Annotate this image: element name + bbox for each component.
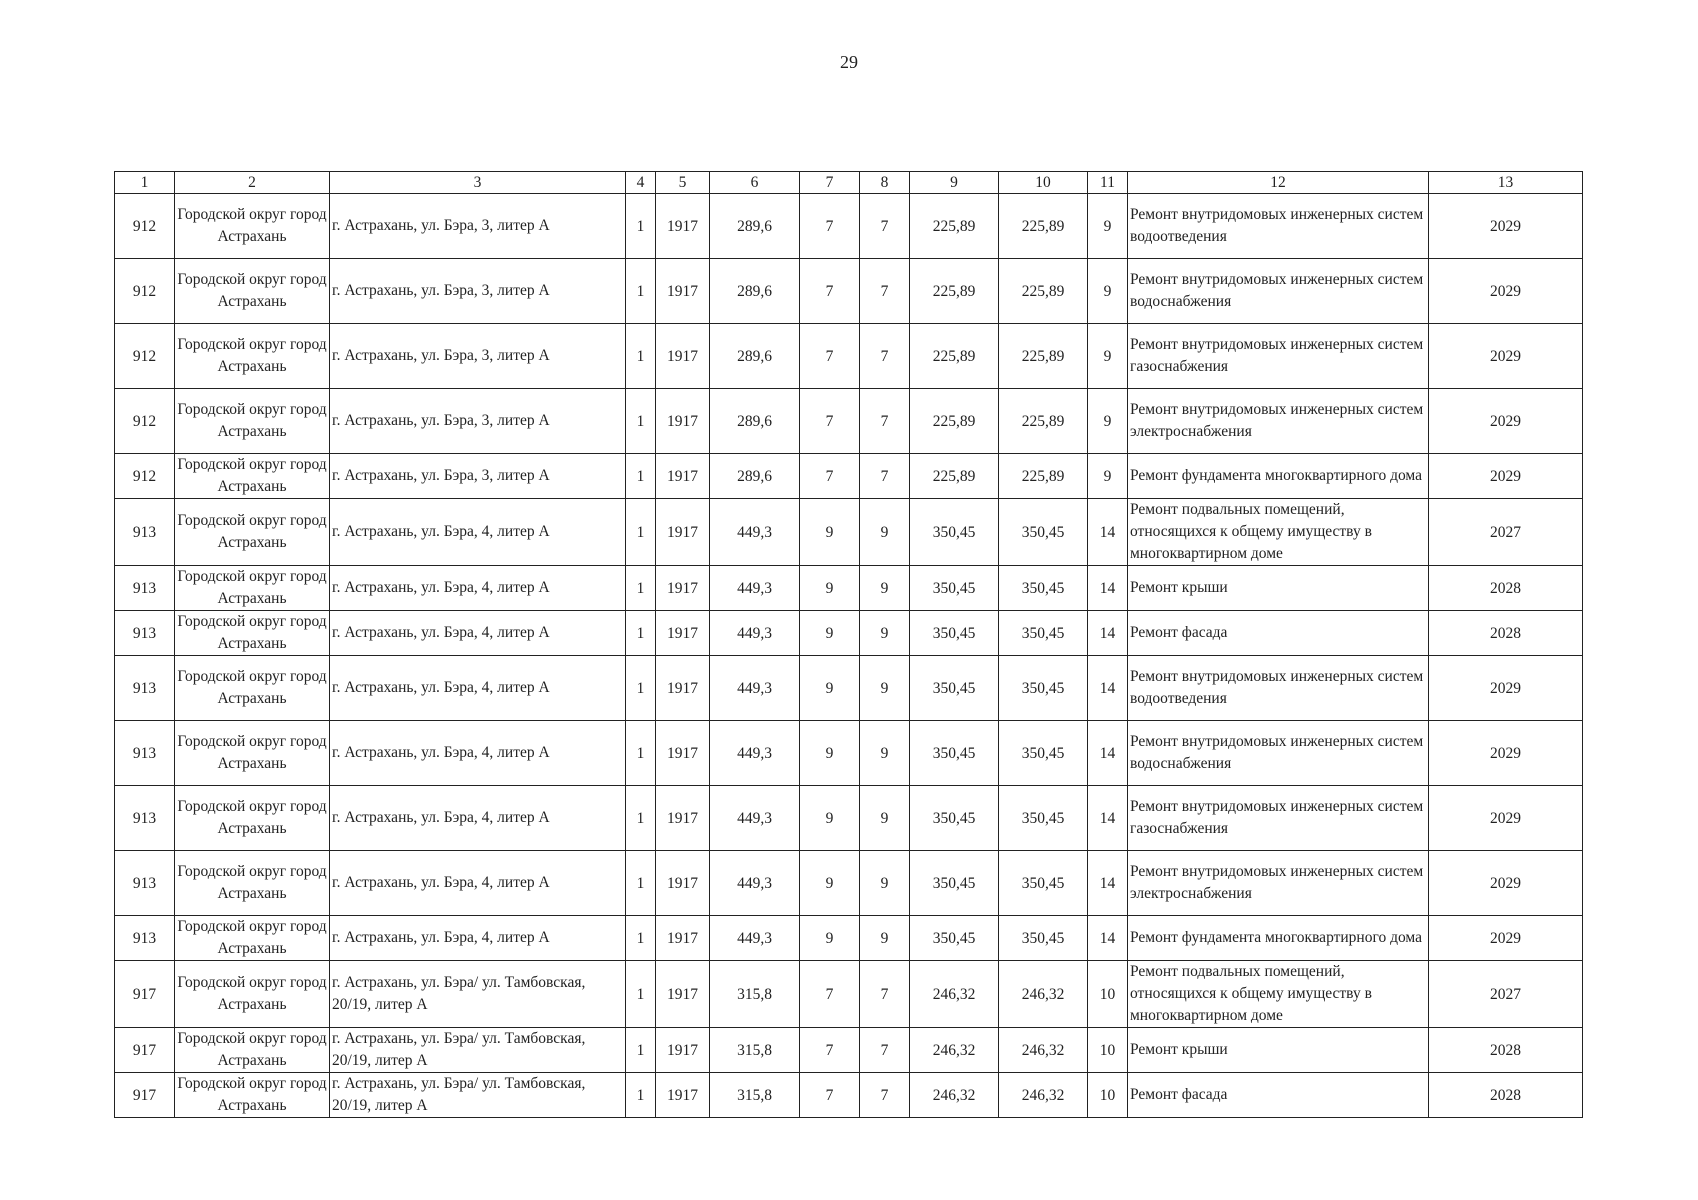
column-header-1: 1 <box>115 172 175 194</box>
cell-buildings: 1 <box>626 786 656 851</box>
column-header-5: 5 <box>656 172 710 194</box>
page-number: 29 <box>840 52 858 72</box>
cell-address: г. Астрахань, ул. Бэра/ ул. Тамбовская, 20/19, литер А <box>330 961 626 1028</box>
cell-area-a: 350,45 <box>910 721 999 786</box>
cell-year: 1917 <box>656 499 710 566</box>
cell-year-planned: 2028 <box>1429 1073 1583 1118</box>
cell-year-planned: 2028 <box>1429 611 1583 656</box>
cell-year-planned: 2029 <box>1429 194 1583 259</box>
cell-residents: 14 <box>1088 916 1128 961</box>
cell-municipality: Городской округ город Астрахань <box>175 1028 330 1073</box>
registry-table <box>114 171 1583 1118</box>
cell-year-planned: 2029 <box>1429 721 1583 786</box>
cell-work-type: Ремонт внутридомовых инженерных систем водоотведения <box>1128 194 1429 259</box>
cell-floors-total: 9 <box>800 786 860 851</box>
table-row <box>115 1073 1583 1118</box>
cell-municipality: Городской округ город Астрахань <box>175 721 330 786</box>
column-header-9: 9 <box>910 172 999 194</box>
cell-municipality: Городской округ город Астрахань <box>175 851 330 916</box>
cell-address: г. Астрахань, ул. Бэра, 3, литер А <box>330 389 626 454</box>
cell-floors-total: 7 <box>800 324 860 389</box>
cell-area-a: 350,45 <box>910 656 999 721</box>
cell-year: 1917 <box>656 611 710 656</box>
cell-address: г. Астрахань, ул. Бэра, 4, литер А <box>330 721 626 786</box>
cell-year-planned: 2027 <box>1429 961 1583 1028</box>
cell-area: 449,3 <box>710 656 800 721</box>
cell-residents: 10 <box>1088 961 1128 1028</box>
cell-municipality: Городской округ город Астрахань <box>175 786 330 851</box>
cell-buildings: 1 <box>626 259 656 324</box>
cell-year: 1917 <box>656 259 710 324</box>
table-row <box>115 259 1583 324</box>
cell-floors: 7 <box>860 194 910 259</box>
cell-municipality: Городской округ город Астрахань <box>175 566 330 611</box>
cell-year-planned: 2029 <box>1429 324 1583 389</box>
cell-area-b: 246,32 <box>999 961 1088 1028</box>
cell-year-planned: 2029 <box>1429 786 1583 851</box>
cell-municipality: Городской округ город Астрахань <box>175 454 330 499</box>
cell-year-planned: 2028 <box>1429 566 1583 611</box>
cell-area-b: 246,32 <box>999 1073 1088 1118</box>
cell-area-a: 350,45 <box>910 851 999 916</box>
cell-floors: 9 <box>860 786 910 851</box>
cell-floors: 7 <box>860 454 910 499</box>
cell-floors: 9 <box>860 566 910 611</box>
cell-year: 1917 <box>656 324 710 389</box>
cell-work-type: Ремонт внутридомовых инженерных систем газоснабжения <box>1128 786 1429 851</box>
cell-year-planned: 2029 <box>1429 259 1583 324</box>
column-header-12: 12 <box>1128 172 1429 194</box>
cell-residents: 14 <box>1088 851 1128 916</box>
cell-floors-total: 7 <box>800 961 860 1028</box>
cell-year: 1917 <box>656 1073 710 1118</box>
cell-number: 913 <box>115 566 175 611</box>
cell-work-type: Ремонт внутридомовых инженерных систем газоснабжения <box>1128 324 1429 389</box>
cell-area-a: 246,32 <box>910 1028 999 1073</box>
cell-area-b: 246,32 <box>999 1028 1088 1073</box>
column-header-2: 2 <box>175 172 330 194</box>
cell-year: 1917 <box>656 786 710 851</box>
cell-residents: 9 <box>1088 324 1128 389</box>
cell-floors: 7 <box>860 1028 910 1073</box>
cell-year-planned: 2029 <box>1429 656 1583 721</box>
cell-area-b: 350,45 <box>999 611 1088 656</box>
cell-area: 449,3 <box>710 721 800 786</box>
cell-area: 449,3 <box>710 499 800 566</box>
cell-number: 912 <box>115 324 175 389</box>
cell-address: г. Астрахань, ул. Бэра, 4, литер А <box>330 566 626 611</box>
cell-number: 917 <box>115 1073 175 1118</box>
column-header-6: 6 <box>710 172 800 194</box>
cell-year: 1917 <box>656 916 710 961</box>
cell-floors-total: 9 <box>800 499 860 566</box>
cell-address: г. Астрахань, ул. Бэра/ ул. Тамбовская, 20/19, литер А <box>330 1073 626 1118</box>
cell-area-a: 225,89 <box>910 259 999 324</box>
column-header-13: 13 <box>1429 172 1583 194</box>
cell-floors: 7 <box>860 324 910 389</box>
cell-address: г. Астрахань, ул. Бэра, 3, литер А <box>330 454 626 499</box>
cell-municipality: Городской округ город Астрахань <box>175 499 330 566</box>
table-body <box>115 194 1583 1118</box>
cell-buildings: 1 <box>626 851 656 916</box>
cell-floors-total: 9 <box>800 916 860 961</box>
cell-municipality: Городской округ город Астрахань <box>175 961 330 1028</box>
cell-buildings: 1 <box>626 611 656 656</box>
cell-number: 913 <box>115 721 175 786</box>
column-header-4: 4 <box>626 172 656 194</box>
cell-work-type: Ремонт подвальных помещений, относящихся к общему имуществу в многоквартирном доме <box>1128 499 1429 566</box>
cell-area: 289,6 <box>710 389 800 454</box>
cell-buildings: 1 <box>626 566 656 611</box>
cell-number: 913 <box>115 611 175 656</box>
cell-municipality: Городской округ город Астрахань <box>175 194 330 259</box>
cell-work-type: Ремонт внутридомовых инженерных систем водоснабжения <box>1128 721 1429 786</box>
cell-area: 449,3 <box>710 611 800 656</box>
table-row <box>115 194 1583 259</box>
cell-buildings: 1 <box>626 499 656 566</box>
cell-year: 1917 <box>656 721 710 786</box>
cell-municipality: Городской округ город Астрахань <box>175 324 330 389</box>
table-row <box>115 611 1583 656</box>
cell-area: 449,3 <box>710 916 800 961</box>
cell-floors-total: 7 <box>800 194 860 259</box>
cell-area-a: 246,32 <box>910 961 999 1028</box>
cell-floors: 9 <box>860 499 910 566</box>
cell-area-b: 225,89 <box>999 194 1088 259</box>
cell-floors: 7 <box>860 259 910 324</box>
cell-residents: 9 <box>1088 454 1128 499</box>
cell-residents: 9 <box>1088 389 1128 454</box>
cell-area: 289,6 <box>710 324 800 389</box>
cell-number: 912 <box>115 194 175 259</box>
cell-residents: 14 <box>1088 656 1128 721</box>
cell-buildings: 1 <box>626 194 656 259</box>
cell-number: 917 <box>115 1028 175 1073</box>
cell-buildings: 1 <box>626 721 656 786</box>
cell-floors-total: 9 <box>800 656 860 721</box>
cell-area-a: 350,45 <box>910 566 999 611</box>
cell-year: 1917 <box>656 566 710 611</box>
cell-area-a: 225,89 <box>910 324 999 389</box>
cell-address: г. Астрахань, ул. Бэра, 4, литер А <box>330 499 626 566</box>
cell-work-type: Ремонт внутридомовых инженерных систем водоснабжения <box>1128 259 1429 324</box>
cell-area-b: 350,45 <box>999 721 1088 786</box>
cell-area-b: 225,89 <box>999 259 1088 324</box>
cell-area-b: 350,45 <box>999 566 1088 611</box>
column-header-10: 10 <box>999 172 1088 194</box>
cell-address: г. Астрахань, ул. Бэра, 3, литер А <box>330 324 626 389</box>
cell-number: 913 <box>115 916 175 961</box>
cell-buildings: 1 <box>626 961 656 1028</box>
cell-residents: 14 <box>1088 611 1128 656</box>
cell-residents: 14 <box>1088 721 1128 786</box>
cell-area: 315,8 <box>710 1028 800 1073</box>
cell-floors: 9 <box>860 611 910 656</box>
cell-area: 449,3 <box>710 851 800 916</box>
table-header <box>115 172 1583 194</box>
cell-address: г. Астрахань, ул. Бэра, 4, литер А <box>330 611 626 656</box>
table-row <box>115 566 1583 611</box>
cell-number: 913 <box>115 786 175 851</box>
cell-floors-total: 7 <box>800 1028 860 1073</box>
cell-work-type: Ремонт крыши <box>1128 566 1429 611</box>
cell-work-type: Ремонт подвальных помещений, относящихся к общему имуществу в многоквартирном доме <box>1128 961 1429 1028</box>
cell-area: 449,3 <box>710 566 800 611</box>
cell-area-b: 350,45 <box>999 499 1088 566</box>
cell-floors-total: 9 <box>800 851 860 916</box>
cell-area-b: 225,89 <box>999 389 1088 454</box>
cell-floors-total: 7 <box>800 1073 860 1118</box>
cell-residents: 10 <box>1088 1073 1128 1118</box>
cell-area-a: 350,45 <box>910 916 999 961</box>
cell-floors: 7 <box>860 961 910 1028</box>
cell-number: 912 <box>115 389 175 454</box>
cell-floors: 7 <box>860 389 910 454</box>
cell-buildings: 1 <box>626 1028 656 1073</box>
cell-address: г. Астрахань, ул. Бэра/ ул. Тамбовская, 20/19, литер А <box>330 1028 626 1073</box>
table-row <box>115 916 1583 961</box>
cell-number: 913 <box>115 499 175 566</box>
cell-area-b: 350,45 <box>999 656 1088 721</box>
cell-address: г. Астрахань, ул. Бэра, 4, литер А <box>330 786 626 851</box>
cell-number: 913 <box>115 851 175 916</box>
cell-municipality: Городской округ город Астрахань <box>175 259 330 324</box>
cell-floors-total: 9 <box>800 611 860 656</box>
column-header-8: 8 <box>860 172 910 194</box>
cell-address: г. Астрахань, ул. Бэра, 4, литер А <box>330 916 626 961</box>
table-row <box>115 454 1583 499</box>
cell-floors: 9 <box>860 656 910 721</box>
cell-area: 315,8 <box>710 1073 800 1118</box>
table-row <box>115 961 1583 1028</box>
cell-floors: 7 <box>860 1073 910 1118</box>
cell-floors: 9 <box>860 721 910 786</box>
cell-area-a: 225,89 <box>910 194 999 259</box>
cell-number: 912 <box>115 259 175 324</box>
cell-address: г. Астрахань, ул. Бэра, 4, литер А <box>330 851 626 916</box>
cell-area-b: 225,89 <box>999 324 1088 389</box>
table-row <box>115 851 1583 916</box>
cell-floors: 9 <box>860 916 910 961</box>
cell-year-planned: 2029 <box>1429 389 1583 454</box>
cell-area-a: 350,45 <box>910 499 999 566</box>
cell-residents: 10 <box>1088 1028 1128 1073</box>
cell-work-type: Ремонт внутридомовых инженерных систем электроснабжения <box>1128 851 1429 916</box>
cell-floors-total: 7 <box>800 454 860 499</box>
cell-buildings: 1 <box>626 389 656 454</box>
cell-area-b: 350,45 <box>999 786 1088 851</box>
cell-number: 913 <box>115 656 175 721</box>
cell-work-type: Ремонт фасада <box>1128 1073 1429 1118</box>
cell-residents: 14 <box>1088 786 1128 851</box>
header-row <box>115 172 1583 194</box>
cell-floors-total: 7 <box>800 389 860 454</box>
cell-residents: 9 <box>1088 259 1128 324</box>
cell-work-type: Ремонт фасада <box>1128 611 1429 656</box>
cell-area-a: 225,89 <box>910 389 999 454</box>
cell-year: 1917 <box>656 656 710 721</box>
cell-area: 289,6 <box>710 259 800 324</box>
cell-area-b: 225,89 <box>999 454 1088 499</box>
cell-buildings: 1 <box>626 454 656 499</box>
table-row <box>115 1028 1583 1073</box>
cell-floors-total: 7 <box>800 259 860 324</box>
cell-number: 912 <box>115 454 175 499</box>
cell-municipality: Городской округ город Астрахань <box>175 916 330 961</box>
cell-year: 1917 <box>656 389 710 454</box>
cell-area-a: 246,32 <box>910 1073 999 1118</box>
cell-work-type: Ремонт внутридомовых инженерных систем электроснабжения <box>1128 389 1429 454</box>
cell-buildings: 1 <box>626 1073 656 1118</box>
cell-year-planned: 2029 <box>1429 454 1583 499</box>
cell-work-type: Ремонт внутридомовых инженерных систем водоотведения <box>1128 656 1429 721</box>
cell-floors-total: 9 <box>800 566 860 611</box>
cell-year: 1917 <box>656 961 710 1028</box>
table-row <box>115 656 1583 721</box>
cell-year: 1917 <box>656 851 710 916</box>
cell-work-type: Ремонт крыши <box>1128 1028 1429 1073</box>
cell-address: г. Астрахань, ул. Бэра, 3, литер А <box>330 259 626 324</box>
cell-area-a: 350,45 <box>910 786 999 851</box>
cell-municipality: Городской округ город Астрахань <box>175 656 330 721</box>
column-header-7: 7 <box>800 172 860 194</box>
cell-area-b: 350,45 <box>999 916 1088 961</box>
cell-year: 1917 <box>656 454 710 499</box>
cell-floors: 9 <box>860 851 910 916</box>
cell-year-planned: 2029 <box>1429 916 1583 961</box>
table-row <box>115 324 1583 389</box>
cell-area: 315,8 <box>710 961 800 1028</box>
cell-work-type: Ремонт фундамента многоквартирного дома <box>1128 454 1429 499</box>
cell-area: 449,3 <box>710 786 800 851</box>
table-row <box>115 721 1583 786</box>
cell-residents: 14 <box>1088 566 1128 611</box>
cell-area: 289,6 <box>710 194 800 259</box>
cell-residents: 14 <box>1088 499 1128 566</box>
column-header-3: 3 <box>330 172 626 194</box>
cell-residents: 9 <box>1088 194 1128 259</box>
cell-year-planned: 2029 <box>1429 851 1583 916</box>
cell-area-a: 225,89 <box>910 454 999 499</box>
cell-buildings: 1 <box>626 656 656 721</box>
cell-year: 1917 <box>656 194 710 259</box>
cell-number: 917 <box>115 961 175 1028</box>
cell-municipality: Городской округ город Астрахань <box>175 611 330 656</box>
table-row <box>115 499 1583 566</box>
cell-area-b: 350,45 <box>999 851 1088 916</box>
cell-year-planned: 2027 <box>1429 499 1583 566</box>
cell-floors-total: 9 <box>800 721 860 786</box>
cell-address: г. Астрахань, ул. Бэра, 4, литер А <box>330 656 626 721</box>
cell-municipality: Городской округ город Астрахань <box>175 1073 330 1118</box>
cell-municipality: Городской округ город Астрахань <box>175 389 330 454</box>
cell-address: г. Астрахань, ул. Бэра, 3, литер А <box>330 194 626 259</box>
cell-area: 289,6 <box>710 454 800 499</box>
cell-buildings: 1 <box>626 916 656 961</box>
column-header-11: 11 <box>1088 172 1128 194</box>
cell-buildings: 1 <box>626 324 656 389</box>
cell-year-planned: 2028 <box>1429 1028 1583 1073</box>
cell-year: 1917 <box>656 1028 710 1073</box>
table-row <box>115 786 1583 851</box>
table-row <box>115 389 1583 454</box>
cell-area-a: 350,45 <box>910 611 999 656</box>
cell-work-type: Ремонт фундамента многоквартирного дома <box>1128 916 1429 961</box>
